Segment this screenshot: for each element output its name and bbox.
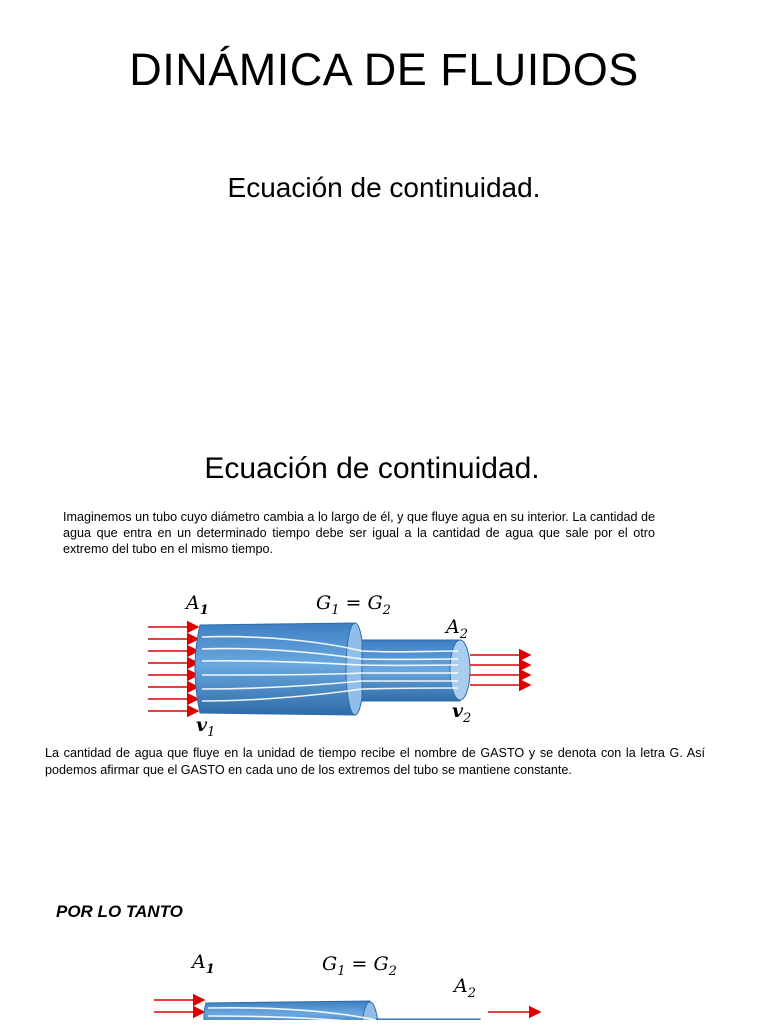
label-a1: $A_1$ xyxy=(186,592,209,618)
label-a1: $A_1$ xyxy=(192,951,215,977)
gasto-paragraph: La cantidad de agua que fluye en la unidad de tiempo recibe el nombre de GASTO y se denota con la letra G. Así podemos afirmar que el GASTO en cada uno de los extremos del tubo se mantiene constante. xyxy=(45,746,705,777)
inlet-arrows xyxy=(148,627,198,711)
label-a2: $A_2$ xyxy=(454,975,477,1001)
label-v1: $v_1$ xyxy=(196,714,216,740)
outlet-face xyxy=(450,640,470,700)
slide-title: DINÁMICA DE FLUIDOS xyxy=(129,44,639,95)
label-gasto-equality: $G_1 = G_2$ xyxy=(316,592,391,618)
continuity-slide xyxy=(0,420,768,1020)
outlet-arrows xyxy=(470,655,530,685)
label-v2: $v_2$ xyxy=(452,700,472,726)
title-slide xyxy=(0,0,768,420)
narrow-pipe-section xyxy=(376,1019,480,1020)
wide-pipe-joint xyxy=(346,623,364,715)
inlet-arrows xyxy=(154,1000,204,1012)
intro-paragraph: Imaginemos un tubo cuyo diámetro cambia a lo largo de él, y que fluye agua en su interior. La cantidad de agua que entra en un determinado tiempo debe ser igual a la cantidad de agua que sale por el otro extremo del tubo en el mismo tiempo. xyxy=(63,510,655,556)
slide-title: Ecuación de continuidad. xyxy=(204,452,540,485)
label-a2: $A_2$ xyxy=(446,616,469,642)
label-gasto-equality: $G_1 = G_2$ xyxy=(322,953,397,979)
conclusion-label: POR LO TANTO xyxy=(56,902,183,921)
pipe-diagram-repeat xyxy=(148,940,548,1020)
slide-subtitle: Ecuación de continuidad. xyxy=(227,172,541,203)
pipe-diagram xyxy=(140,585,540,745)
